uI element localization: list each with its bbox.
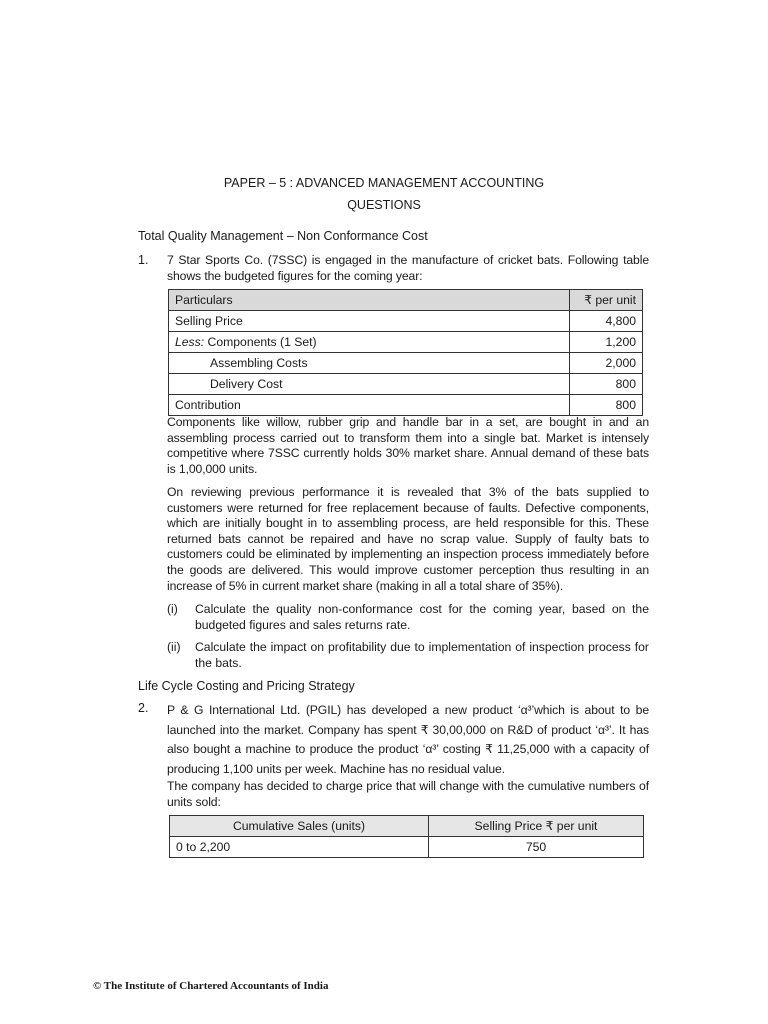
- header-cumulative-sales: Cumulative Sales (units): [170, 816, 429, 837]
- section-heading-tqm: Total Quality Management – Non Conformance Cost: [138, 229, 428, 243]
- row-label: Selling Price: [169, 311, 570, 332]
- item-number: (i): [167, 602, 178, 616]
- row-value: 1,200: [570, 332, 643, 353]
- question-2-para-2: The company has decided to charge price that will change with the cumulative numbers of units sold:: [167, 779, 649, 809]
- table-row: [170, 837, 644, 858]
- row-label: Assembling Costs: [169, 353, 570, 374]
- question-number-2: 2.: [138, 701, 149, 715]
- paper-subtitle: QUESTIONS: [347, 198, 421, 212]
- section-heading-lifecycle: Life Cycle Costing and Pricing Strategy: [138, 679, 355, 693]
- item-number: (ii): [167, 640, 181, 654]
- header-per-unit: ₹ per unit: [570, 290, 643, 311]
- footer-copyright: © The Institute of Chartered Accountants of India: [93, 980, 329, 992]
- row-label: [169, 332, 570, 353]
- table-row: [169, 353, 643, 374]
- header-selling-price: Selling Price ₹ per unit: [429, 816, 644, 837]
- row-value: 800: [570, 395, 643, 416]
- table-row: [169, 311, 643, 332]
- row-value: 800: [570, 374, 643, 395]
- row-label: Contribution: [169, 395, 570, 416]
- question-1-para-2: On reviewing previous performance it is revealed that 3% of the bats supplied to customers were returned for free replacement because of faults. Defective components, which are initially bought in to assembling process, are held responsible for this. These returned bats cannot be repaired and have no scrap value. Supply of faulty bats to customers could be eliminated by implementing an inspection process immediately before the goods are delivered. This would improve customer perception thus resulting in an increase of 5% in current market share (making in all a total share of 35%).: [167, 485, 649, 593]
- budget-table: [168, 289, 643, 416]
- table-row: [169, 332, 643, 353]
- row-range: 0 to 2,200: [170, 837, 429, 858]
- table-header-row: [169, 290, 643, 311]
- item-text: Calculate the quality non-conformance cost for the coming year, based on the budgeted figures and sales returns rate.: [195, 602, 649, 632]
- header-particulars: Particulars: [169, 290, 570, 311]
- less-prefix: Less:: [175, 335, 205, 349]
- question-1-para-1: Components like willow, rubber grip and handle bar in a set, are bought in and an assembling process carried out to transform them into a single bat. Market is intensely competitive where 7SSC currently holds 30% market share. Annual demand of these bats is 1,00,000 units.: [167, 415, 649, 476]
- row-label: Delivery Cost: [169, 374, 570, 395]
- table-row: [169, 395, 643, 416]
- table-row: [169, 374, 643, 395]
- question-2-para-1: P & G International Ltd. (PGIL) has developed a new product ‘α³’which is about to be launched into the market. Company has spent ₹ 30,00,000 on R&D of product ‘α³’. It has also bought a machine to produce the product ‘α³’ costing ₹ 11,25,000 with a capacity of producing 1,100 units per week. Machine has no residual value.: [167, 703, 649, 776]
- pricing-table: [169, 815, 644, 858]
- question-1-intro: 7 Star Sports Co. (7SSC) is engaged in the manufacture of cricket bats. Following table shows the budgeted figures for the coming year:: [167, 253, 649, 283]
- row-value: 4,800: [570, 311, 643, 332]
- item-text: Calculate the impact on profitability due to implementation of inspection process for the bats.: [195, 640, 649, 670]
- row-price: 750: [429, 837, 644, 858]
- question-number-1: 1.: [138, 253, 149, 267]
- paper-title: PAPER – 5 : ADVANCED MANAGEMENT ACCOUNTING: [223, 176, 545, 190]
- table-header-row: [170, 816, 644, 837]
- row-value: 2,000: [570, 353, 643, 374]
- row-label-text: Components (1 Set): [207, 335, 317, 349]
